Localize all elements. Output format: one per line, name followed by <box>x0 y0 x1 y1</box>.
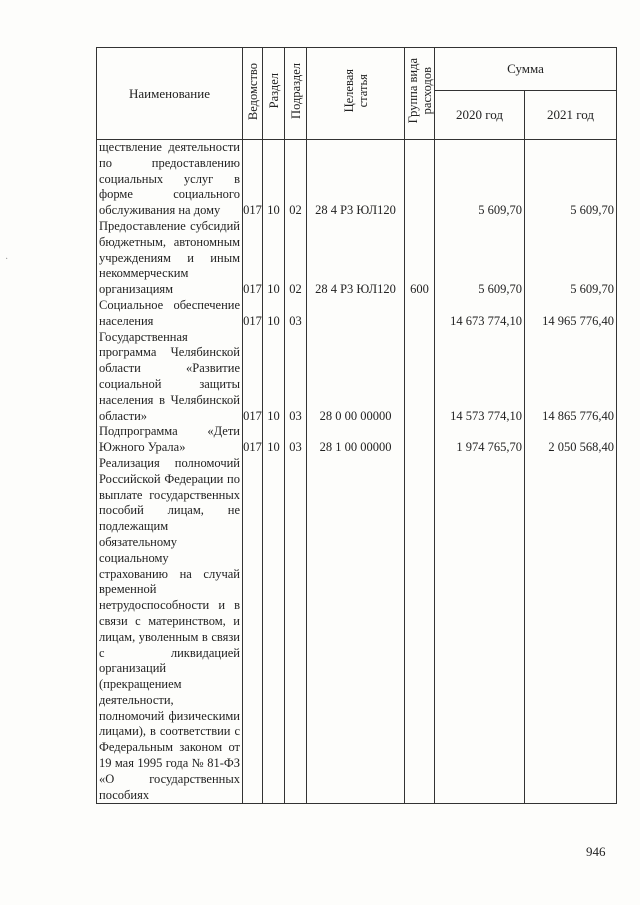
header-target <box>307 48 405 140</box>
header-exp-group-line2: расходов <box>419 67 434 115</box>
row-subsection: 03 <box>285 298 307 330</box>
header-year-2020: 2020 год <box>435 91 525 140</box>
row-section <box>263 456 285 804</box>
row-name: Реализация полномочий Российской Федерации по выплате государственных пособий лицам, не подлежащим обязательному социальному страхованию на случай временной нетрудоспособности и в связи с материнством, и лицам, уволенным в связи с ликвидацией организаций (прекращением деятельности, полномочий физическими лицами), в соответствии с Федеральным законом от 19 мая 1995 года № 81-ФЗ «О государственных пособиях <box>97 456 243 804</box>
row-dept: 017 <box>243 330 263 425</box>
row-sum-2020: 5 609,70 <box>435 219 525 298</box>
row-sum-2021: 5 609,70 <box>525 219 617 298</box>
header-exp-group-label <box>406 58 434 123</box>
row-group <box>405 140 435 219</box>
row-sum-2021: 14 865 776,40 <box>525 330 617 425</box>
row-sum-2021: 14 965 776,40 <box>525 298 617 330</box>
header-target-line2: статья <box>355 74 370 108</box>
row-sum-2021 <box>525 456 617 804</box>
row-name: Предоставление субсидий бюджетным, автономным учреждениям и иным некоммерческим организациям <box>97 219 243 298</box>
table-row <box>97 330 617 425</box>
row-subsection <box>285 456 307 804</box>
row-section: 10 <box>263 140 285 219</box>
row-target <box>307 456 405 804</box>
row-target <box>307 298 405 330</box>
budget-table <box>96 47 617 804</box>
row-section: 10 <box>263 298 285 330</box>
row-group: 600 <box>405 219 435 298</box>
row-sum-2020: 1 974 765,70 <box>435 424 525 456</box>
header-name: Наименование <box>97 48 243 140</box>
row-group <box>405 298 435 330</box>
row-sum-2020 <box>435 456 525 804</box>
table-row <box>97 219 617 298</box>
row-subsection: 03 <box>285 424 307 456</box>
row-section: 10 <box>263 330 285 425</box>
row-name: ществление деятельности по предоставлению социальных услуг в форме социального обслуживания на дому <box>97 140 243 219</box>
table-row <box>97 140 617 219</box>
row-dept: 017 <box>243 219 263 298</box>
row-sum-2020: 14 673 774,10 <box>435 298 525 330</box>
row-name: Государственная программа Челябинской области «Развитие социальной защиты населения в Челябинской области» <box>97 330 243 425</box>
row-sum-2021: 2 050 568,40 <box>525 424 617 456</box>
row-sum-2021: 5 609,70 <box>525 140 617 219</box>
row-subsection: 02 <box>285 140 307 219</box>
header-subsection <box>285 48 307 140</box>
row-group <box>405 456 435 804</box>
row-group <box>405 330 435 425</box>
row-sum-2020: 14 573 774,10 <box>435 330 525 425</box>
table-row <box>97 456 617 804</box>
row-target: 28 0 00 00000 <box>307 330 405 425</box>
header-section <box>263 48 285 140</box>
row-target: 28 1 00 00000 <box>307 424 405 456</box>
row-target: 28 4 Р3 ЮЛ120 <box>307 219 405 298</box>
row-dept: 017 <box>243 140 263 219</box>
header-dept-label: Ведомство <box>245 62 260 120</box>
row-dept: 017 <box>243 298 263 330</box>
header-section-label: Раздел <box>266 73 281 109</box>
table-row <box>97 424 617 456</box>
row-sum-2020: 5 609,70 <box>435 140 525 219</box>
row-subsection: 02 <box>285 219 307 298</box>
row-target: 28 4 Р3 ЮЛ120 <box>307 140 405 219</box>
margin-mark: · <box>5 254 9 265</box>
row-name: Подпрограмма «Дети Южного Урала» <box>97 424 243 456</box>
header-exp-group-line1: Группа вида <box>405 58 420 124</box>
header-target-line1: Целевая <box>341 69 356 113</box>
row-group <box>405 424 435 456</box>
header-sum: Сумма <box>435 48 617 91</box>
header-target-label <box>342 69 370 112</box>
row-name: Социальное обеспечение населения <box>97 298 243 330</box>
row-dept: 017 <box>243 424 263 456</box>
page-number: 946 <box>586 844 606 859</box>
header-dept <box>243 48 263 140</box>
row-section: 10 <box>263 219 285 298</box>
row-dept <box>243 456 263 804</box>
table-row <box>97 298 617 330</box>
row-section: 10 <box>263 424 285 456</box>
row-subsection: 03 <box>285 330 307 425</box>
header-subsection-label: Подраздел <box>288 63 303 120</box>
header-year-2021: 2021 год <box>525 91 617 140</box>
header-exp-group <box>405 48 435 140</box>
